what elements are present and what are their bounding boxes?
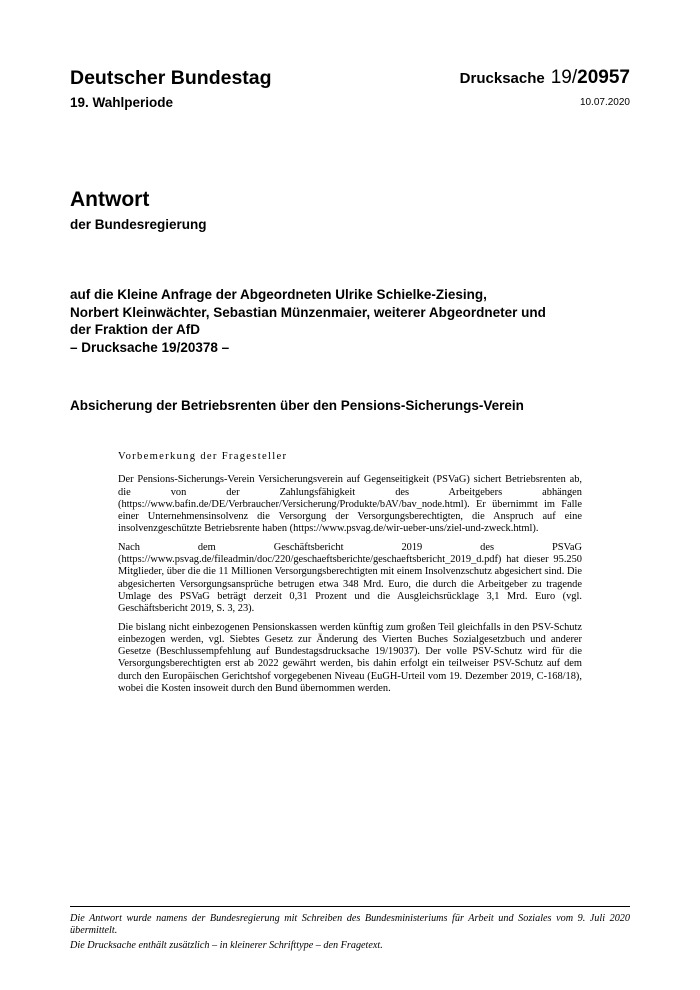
body-paragraph: Der Pensions-Sicherungs-Verein Versicherungsverein auf Gegenseitigkeit (PSVaG) sichert Betriebsrenten ab, die von der Zahlungsfähigkeit des Arbeitgebers abhängen (https://www.bafin.de/DE/Verbraucher/Versicherung/Produkte/bAV/bav_node.html). Er übernimmt im Falle einer Unternehmensinsolvenz die Versorgung der Versorgungsberechtigten, die Anspruch auf eine insolvenzgeschützte Betriebsrente haben (https://www.psvag.de/wir-ueber-uns/ziel-und-zweck.html). [118,474,582,535]
drucksache-number: 20957 [577,67,630,88]
footnote [70,913,630,954]
anfrage-reference [70,286,640,356]
institution-name: Deutscher Bundestag [70,67,272,89]
document-title: Antwort [70,188,150,211]
drucksache-label: Drucksache [459,70,545,87]
anfrage-line: der Fraktion der AfD [70,322,201,337]
preliminary-remark-section [118,451,582,701]
body-paragraph: Die bislang nicht einbezogenen Pensionskassen werden künftig zum großen Teil gleichfalls in den PSV-Schutz einbezogen werden, vgl. Siebtes Gesetz zur Änderung des Vierten Buches Sozialgesetzbuch und anderer Gesetze (Beschlussempfehlung auf Bundestagsdrucksache 19/19037). Der volle PSV-Schutz wird für die Versorgungsberechtigten erst ab 2022 gewährt werden, bis dahin erfolgt ein teilweiser PSV-Schutz auf dem durch den Europäischen Gerichtshof vorgegebenen Niveau (EuGH-Urteil vom 19. Dezember 2019, C-168/18), wobei die Kosten insoweit durch den Bund übernommen werden. [118,621,582,695]
footnote-line: Die Antwort wurde namens der Bundesregierung mit Schreiben des Bundesministeriums für Arbeit und Soziales vom 9. Juli 2020 übermittelt. [70,913,630,937]
footnote-line: Die Drucksache enthält zusätzlich – in kleinerer Schrifttype – den Fragetext. [70,939,383,951]
document-date: 10.07.2020 [579,97,630,108]
document-header-left [70,66,272,110]
wahlperiode: 19. Wahlperiode [70,95,174,110]
anfrage-line: auf die Kleine Anfrage der Abgeordneten Ulrike Schielke-Ziesing, [70,287,487,302]
body-paragraph: Nach dem Geschäftsbericht 2019 des PSVaG (https://www.psvag.de/fileadmin/doc/220/geschaeftsberichte/geschaeftsbericht_2019_d.pdf) hat dieser 95.250 Mitglieder, über die die 11 Millionen Versorgungsberechtigten mit einem Insolvenzschutz abgesichert sind. Die abgesicherten Versorgungsansprüche betrugen etwa 348 Mrd. Euro, die durch die Arbeitgeber zu tragende Umlage des PSVaG beträgt derzeit 0,31 Prozent und die Ausgleichsrücklage 3,1 Mrd. Euro (vgl. Geschäftsbericht 2019, S. 3, 23). [118,541,582,615]
document-header-right [460,66,630,108]
preliminary-remark-heading: Vorbemerkung der Fragesteller [118,451,288,462]
footnote-divider [70,906,630,907]
document-subtitle: der Bundesregierung [70,217,207,232]
drucksache-number-line [460,66,630,91]
document-subject: Absicherung der Betriebsrenten über den Pensions-Sicherungs-Verein [70,398,524,413]
drucksache-prefix: 19/ [550,67,578,88]
anfrage-line: Norbert Kleinwächter, Sebastian Münzenmaier, weiterer Abgeordneter und [70,304,546,320]
anfrage-line: – Drucksache 19/20378 – [70,339,230,355]
